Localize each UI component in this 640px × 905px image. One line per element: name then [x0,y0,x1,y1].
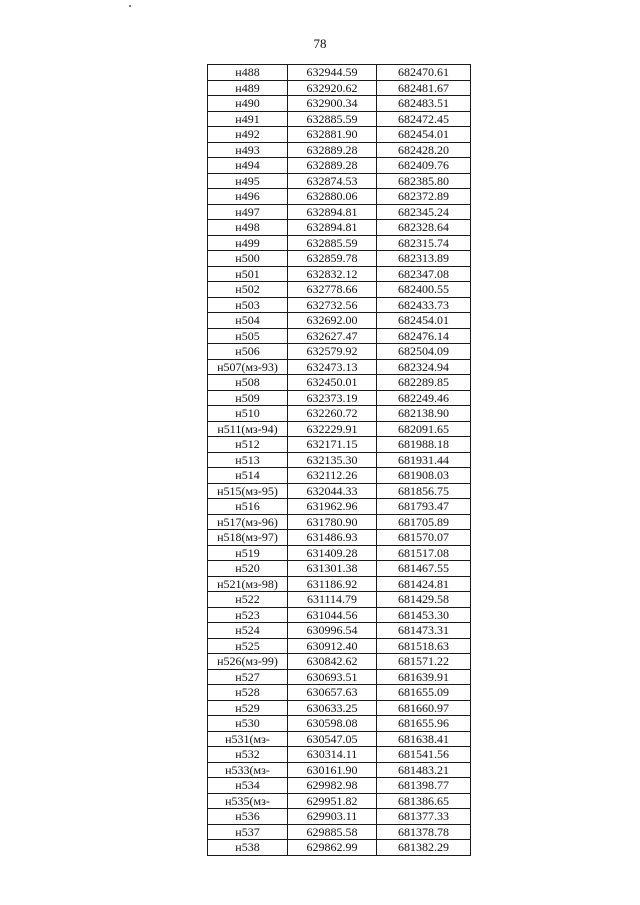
point-name-cell: н520 [208,561,288,577]
point-name-cell: н537 [208,824,288,840]
y-coordinate-cell: 681988.18 [377,437,471,453]
y-coordinate-cell: 682313.89 [377,251,471,267]
table-row [208,220,471,236]
x-coordinate-cell: 632894.81 [288,204,377,220]
y-coordinate-cell: 681655.96 [377,716,471,732]
x-coordinate-cell: 629982.98 [288,778,377,794]
point-name-cell: н503 [208,297,288,313]
point-name-cell: н510 [208,406,288,422]
point-name-cell: н498 [208,220,288,236]
point-name-cell: н493 [208,142,288,158]
y-coordinate-cell: 682409.76 [377,158,471,174]
y-coordinate-cell: 682385.80 [377,173,471,189]
point-name-cell: н492 [208,127,288,143]
x-coordinate-cell: 632135.30 [288,452,377,468]
table-row [208,406,471,422]
x-coordinate-cell: 632778.66 [288,282,377,298]
x-coordinate-cell: 632920.62 [288,80,377,96]
x-coordinate-cell: 632260.72 [288,406,377,422]
point-name-cell: н517(мз-96) [208,514,288,530]
table-row [208,344,471,360]
x-coordinate-cell: 629951.82 [288,793,377,809]
y-coordinate-cell: 682476.14 [377,328,471,344]
y-coordinate-cell: 681453.30 [377,607,471,623]
x-coordinate-cell: 632171.15 [288,437,377,453]
y-coordinate-cell: 681467.55 [377,561,471,577]
x-coordinate-cell: 632885.59 [288,235,377,251]
point-name-cell: н508 [208,375,288,391]
table-row [208,328,471,344]
x-coordinate-cell: 630633.25 [288,700,377,716]
point-name-cell: н497 [208,204,288,220]
x-coordinate-cell: 632112.26 [288,468,377,484]
table-row [208,80,471,96]
point-name-cell: н530 [208,716,288,732]
point-name-cell: н534 [208,778,288,794]
x-coordinate-cell: 632889.28 [288,158,377,174]
y-coordinate-cell: 681856.75 [377,483,471,499]
table-row [208,545,471,561]
table-row [208,204,471,220]
y-coordinate-cell: 681705.89 [377,514,471,530]
y-coordinate-cell: 681377.33 [377,809,471,825]
point-name-cell: н522 [208,592,288,608]
table-row [208,158,471,174]
point-name-cell: н516 [208,499,288,515]
x-coordinate-cell: 630314.11 [288,747,377,763]
point-name-cell: н529 [208,700,288,716]
x-coordinate-cell: 630161.90 [288,762,377,778]
table-row [208,561,471,577]
y-coordinate-cell: 682428.20 [377,142,471,158]
point-name-cell: н507(мз-93) [208,359,288,375]
y-coordinate-cell: 681483.21 [377,762,471,778]
y-coordinate-cell: 681655.09 [377,685,471,701]
y-coordinate-cell: 682470.61 [377,65,471,81]
point-name-cell: н499 [208,235,288,251]
y-coordinate-cell: 681473.31 [377,623,471,639]
table-row [208,421,471,437]
y-coordinate-cell: 682472.45 [377,111,471,127]
x-coordinate-cell: 632732.56 [288,297,377,313]
x-coordinate-cell: 629885.58 [288,824,377,840]
point-name-cell: н538 [208,840,288,856]
point-name-cell: н526(мз-99) [208,654,288,670]
x-coordinate-cell: 632900.34 [288,96,377,112]
table-row [208,762,471,778]
table-row [208,437,471,453]
x-coordinate-cell: 630547.05 [288,731,377,747]
table-row [208,359,471,375]
table-row [208,313,471,329]
y-coordinate-cell: 681518.63 [377,638,471,654]
point-name-cell: н491 [208,111,288,127]
point-name-cell: н513 [208,452,288,468]
x-coordinate-cell: 630693.51 [288,669,377,685]
table-row [208,483,471,499]
point-name-cell: н528 [208,685,288,701]
page-number: 78 [313,36,327,51]
y-coordinate-cell: 681793.47 [377,499,471,515]
table-row [208,96,471,112]
x-coordinate-cell: 631186.92 [288,576,377,592]
table-row [208,530,471,546]
y-coordinate-cell: 682504.09 [377,344,471,360]
y-coordinate-cell: 681931.44 [377,452,471,468]
point-name-cell: н494 [208,158,288,174]
y-coordinate-cell: 681660.97 [377,700,471,716]
point-name-cell: н532 [208,747,288,763]
point-name-cell: н523 [208,607,288,623]
x-coordinate-cell: 630912.40 [288,638,377,654]
x-coordinate-cell: 631409.28 [288,545,377,561]
point-name-cell: н515(мз-95) [208,483,288,499]
point-name-cell: н524 [208,623,288,639]
point-name-cell: н512 [208,437,288,453]
y-coordinate-cell: 682289.85 [377,375,471,391]
table-row [208,251,471,267]
point-name-cell: н525 [208,638,288,654]
table-row [208,111,471,127]
x-coordinate-cell: 632450.01 [288,375,377,391]
y-coordinate-cell: 682315.74 [377,235,471,251]
y-coordinate-cell: 682433.73 [377,297,471,313]
table-row [208,716,471,732]
y-coordinate-cell: 682454.01 [377,313,471,329]
table-row [208,173,471,189]
table-row [208,390,471,406]
point-name-cell: н504 [208,313,288,329]
point-name-cell: н519 [208,545,288,561]
y-coordinate-cell: 681570.07 [377,530,471,546]
y-coordinate-cell: 682347.08 [377,266,471,282]
point-name-cell: н527 [208,669,288,685]
x-coordinate-cell: 631962.96 [288,499,377,515]
table-row [208,297,471,313]
point-name-cell: н518(мз-97) [208,530,288,546]
y-coordinate-cell: 682400.55 [377,282,471,298]
table-row [208,809,471,825]
table-row [208,747,471,763]
y-coordinate-cell: 682483.51 [377,96,471,112]
point-name-cell: н500 [208,251,288,267]
x-coordinate-cell: 631486.93 [288,530,377,546]
table-row [208,452,471,468]
x-coordinate-cell: 632832.12 [288,266,377,282]
x-coordinate-cell: 632044.33 [288,483,377,499]
table-row [208,638,471,654]
point-name-cell: н521(мз-98) [208,576,288,592]
x-coordinate-cell: 632627.47 [288,328,377,344]
x-coordinate-cell: 632881.90 [288,127,377,143]
x-coordinate-cell: 632885.59 [288,111,377,127]
table-row [208,235,471,251]
point-name-cell: н496 [208,189,288,205]
y-coordinate-cell: 681908.03 [377,468,471,484]
y-coordinate-cell: 681378.78 [377,824,471,840]
y-coordinate-cell: 682481.67 [377,80,471,96]
table-row [208,127,471,143]
table-row [208,824,471,840]
table-row [208,375,471,391]
point-name-cell: н506 [208,344,288,360]
point-name-cell: н533(мз- [208,762,288,778]
table-row [208,499,471,515]
y-coordinate-cell: 681541.56 [377,747,471,763]
point-name-cell: н495 [208,173,288,189]
x-coordinate-cell: 631044.56 [288,607,377,623]
coordinates-table [207,64,471,856]
table-row [208,266,471,282]
point-name-cell: н509 [208,390,288,406]
point-name-cell: н511(мз-94) [208,421,288,437]
point-name-cell: н531(мз- [208,731,288,747]
table-row [208,700,471,716]
table-row [208,793,471,809]
x-coordinate-cell: 632889.28 [288,142,377,158]
x-coordinate-cell: 630996.54 [288,623,377,639]
table-row [208,592,471,608]
point-name-cell: н536 [208,809,288,825]
y-coordinate-cell: 681398.77 [377,778,471,794]
scan-speck [129,5,131,7]
y-coordinate-cell: 682249.46 [377,390,471,406]
y-coordinate-cell: 682454.01 [377,127,471,143]
x-coordinate-cell: 631114.79 [288,592,377,608]
y-coordinate-cell: 682324.94 [377,359,471,375]
point-name-cell: н505 [208,328,288,344]
point-name-cell: н488 [208,65,288,81]
x-coordinate-cell: 630842.62 [288,654,377,670]
table-row [208,282,471,298]
point-name-cell: н489 [208,80,288,96]
x-coordinate-cell: 632229.91 [288,421,377,437]
table-row [208,778,471,794]
x-coordinate-cell: 630657.63 [288,685,377,701]
x-coordinate-cell: 632880.06 [288,189,377,205]
table-row [208,685,471,701]
y-coordinate-cell: 681429.58 [377,592,471,608]
x-coordinate-cell: 630598.08 [288,716,377,732]
table-row [208,468,471,484]
y-coordinate-cell: 682345.24 [377,204,471,220]
y-coordinate-cell: 681638.41 [377,731,471,747]
x-coordinate-cell: 629903.11 [288,809,377,825]
y-coordinate-cell: 682138.90 [377,406,471,422]
y-coordinate-cell: 681517.08 [377,545,471,561]
coordinates-table-body [208,65,471,856]
y-coordinate-cell: 682091.65 [377,421,471,437]
x-coordinate-cell: 632944.59 [288,65,377,81]
point-name-cell: н514 [208,468,288,484]
x-coordinate-cell: 631780.90 [288,514,377,530]
table-row [208,607,471,623]
x-coordinate-cell: 632894.81 [288,220,377,236]
point-name-cell: н490 [208,96,288,112]
table-row [208,623,471,639]
y-coordinate-cell: 682328.64 [377,220,471,236]
point-name-cell: н501 [208,266,288,282]
y-coordinate-cell: 681382.29 [377,840,471,856]
x-coordinate-cell: 632692.00 [288,313,377,329]
y-coordinate-cell: 681639.91 [377,669,471,685]
table-row [208,669,471,685]
x-coordinate-cell: 632473.13 [288,359,377,375]
y-coordinate-cell: 682372.89 [377,189,471,205]
table-row [208,576,471,592]
x-coordinate-cell: 632373.19 [288,390,377,406]
table-row [208,654,471,670]
y-coordinate-cell: 681571.22 [377,654,471,670]
x-coordinate-cell: 631301.38 [288,561,377,577]
table-row [208,189,471,205]
point-name-cell: н535(мз- [208,793,288,809]
y-coordinate-cell: 681386.65 [377,793,471,809]
x-coordinate-cell: 632874.53 [288,173,377,189]
table-row [208,731,471,747]
table-row [208,514,471,530]
y-coordinate-cell: 681424.81 [377,576,471,592]
table-row [208,142,471,158]
table-row [208,65,471,81]
table-row [208,840,471,856]
x-coordinate-cell: 629862.99 [288,840,377,856]
x-coordinate-cell: 632579.92 [288,344,377,360]
point-name-cell: н502 [208,282,288,298]
x-coordinate-cell: 632859.78 [288,251,377,267]
